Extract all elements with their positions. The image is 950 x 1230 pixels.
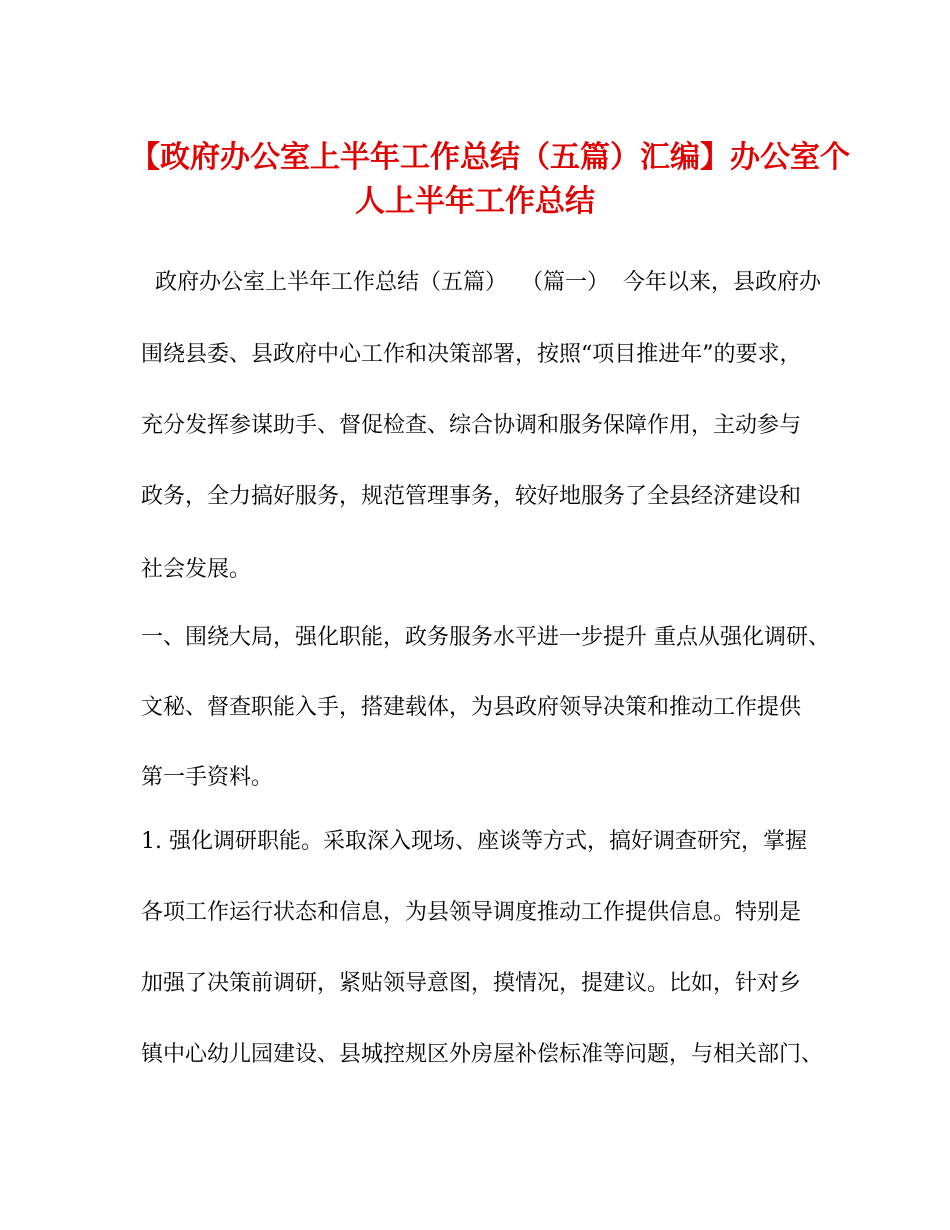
body-line-8: 第一手资料。 (141, 765, 274, 790)
body-line-7: 文秘、督查职能入手，搭建载体，为县政府领导决策和推动工作提供 (141, 695, 802, 720)
body-line-1: 政府办公室上半年工作总结（五篇） （篇一） 今年以来，县政府办 (141, 270, 821, 295)
body-line-12: 镇中心幼儿园建设、县城控规区外房屋补偿标准等问题，与相关部门、 (141, 1042, 824, 1067)
document-title-line-2: 人上半年工作总结 (355, 184, 595, 219)
body-line-6: 一、围绕大局，强化职能，政务服务水平进一步提升 重点从强化调研、 (141, 625, 830, 650)
body-line-5: 社会发展。 (141, 557, 252, 582)
body-line-9: 1. 强化调研职能。采取深入现场、座谈等方式，搞好调查研究，掌握 (141, 829, 807, 854)
body-line-10: 各项工作运行状态和信息，为县领导调度推动工作提供信息。特别是 (141, 900, 802, 925)
body-line-11: 加强了决策前调研，紧贴领导意图，摸情况，提建议。比如，针对乡 (141, 971, 802, 996)
document-title-line-1: 【政府办公室上半年工作总结（五篇）汇编】办公室个 (130, 140, 850, 175)
body-line-4: 政务，全力搞好服务，规范管理事务，较好地服务了全县经济建设和 (141, 484, 802, 509)
body-line-3: 充分发挥参谋助手、督促检查、综合协调和服务保障作用，主动参与 (141, 413, 802, 438)
body-line-2: 围绕县委、县政府中心工作和决策部署，按照“项目推进年”的要求， (141, 342, 802, 367)
